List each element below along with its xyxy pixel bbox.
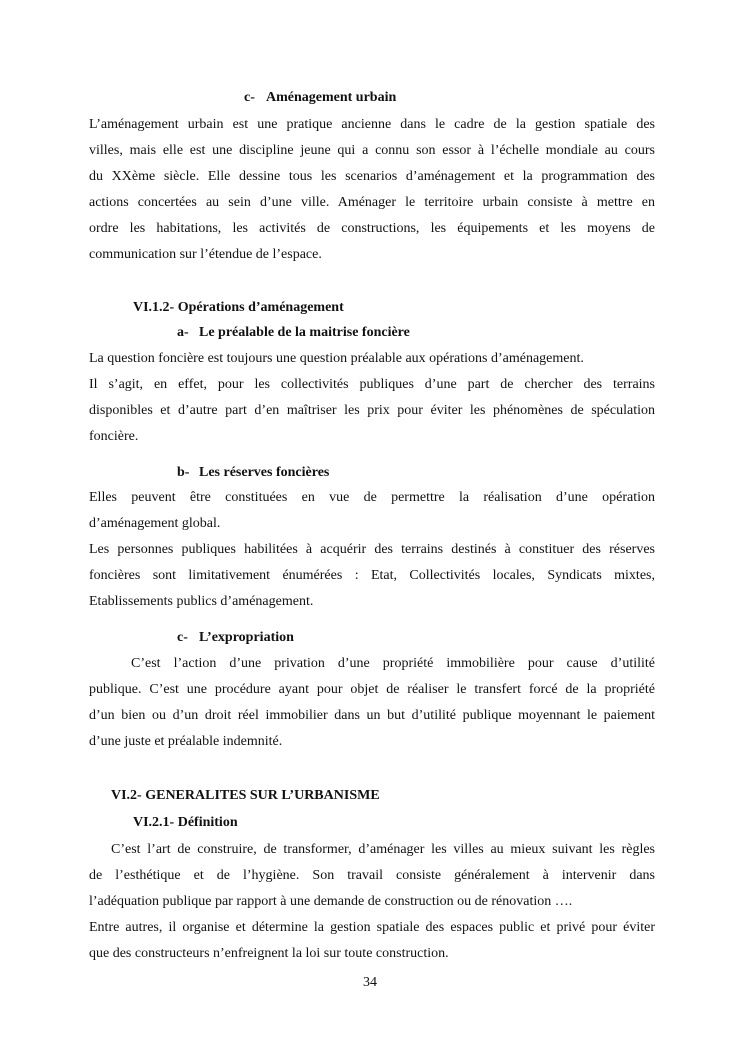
heading-reserves-foncieres: [177, 463, 329, 483]
heading-label: a-: [177, 325, 189, 340]
heading-expropriation: [177, 628, 294, 648]
paragraph-line: actions concertées au sein d’une ville. Aménager le territoire urbain consiste à mettre en: [89, 195, 655, 210]
paragraph-line: L’aménagement urbain est une pratique ancienne dans le cadre de la gestion spatiale des: [89, 117, 655, 132]
heading-label: c-: [244, 90, 255, 105]
paragraph-line: foncière.: [89, 429, 139, 444]
paragraph-line: d’un bien ou d’un droit réel immobilier dans un but d’utilité publique moyennant le paiement: [89, 708, 655, 723]
heading-operations-amenagement: VI.1.2- Opérations d’aménagement: [133, 300, 344, 315]
paragraph-line: d’aménagement global.: [89, 516, 221, 531]
paragraph-line: Les personnes publiques habilitées à acquérir des terrains destinés à constituer des réserves: [89, 542, 655, 557]
paragraph-line: Elles peuvent être constituées en vue de permettre la réalisation d’une opération: [89, 490, 655, 505]
paragraph-line: Entre autres, il organise et détermine la gestion spatiale des espaces public et privé pour éviter: [89, 920, 655, 935]
heading-amenagement-urbain: [244, 88, 396, 108]
page-number: 34: [363, 975, 377, 990]
heading-text: Aménagement urbain: [266, 90, 397, 105]
paragraph-line: communication sur l’étendue de l’espace.: [89, 247, 322, 262]
paragraph-line: disponibles et d’autre part d’en maîtriser les prix pour éviter les phénomènes de spéculation: [89, 403, 655, 418]
paragraph-line: C’est l’art de construire, de transformer, d’aménager les villes au mieux suivant les règles: [111, 842, 655, 857]
paragraph-line: villes, mais elle est une discipline jeune qui a connu son essor à l’échelle mondiale au cours: [89, 143, 655, 158]
paragraph-line: du XXème siècle. Elle dessine tous les scenarios d’aménagement et la programmation des: [89, 169, 655, 184]
paragraph-line: publique. C’est une procédure ayant pour objet de réaliser le transfert forcé de la propriété: [89, 682, 655, 697]
heading-label: b-: [177, 465, 190, 480]
heading-definition: VI.2.1- Définition: [133, 815, 238, 830]
paragraph-line: foncières sont limitativement énumérées : Etat, Collectivités locales, Syndicats mixtes,: [89, 568, 655, 583]
heading-text: L’expropriation: [199, 630, 294, 645]
paragraph-line: que des constructeurs n’enfreignent la loi sur toute construction.: [89, 946, 449, 961]
paragraph-line: La question foncière est toujours une question préalable aux opérations d’aménagement.: [89, 351, 584, 366]
paragraph-line: d’une juste et préalable indemnité.: [89, 734, 283, 749]
paragraph-line: Etablissements publics d’aménagement.: [89, 594, 314, 609]
paragraph-line: Il s’agit, en effet, pour les collectivités publiques d’une part de chercher des terrains: [89, 377, 655, 392]
paragraph-line: ordre les habitations, les activités de constructions, les équipements et les moyens de: [89, 221, 655, 236]
heading-generalites-urbanisme: VI.2- GENERALITES SUR L’URBANISME: [111, 788, 380, 803]
heading-text: Les réserves foncières: [199, 465, 330, 480]
heading-maitrise-fonciere: [177, 323, 410, 343]
heading-text: Le préalable de la maitrise foncière: [199, 325, 410, 340]
paragraph-line: C’est l’action d’une privation d’une propriété immobilière pour cause d’utilité: [131, 656, 655, 671]
heading-label: c-: [177, 630, 188, 645]
paragraph-line: l’adéquation publique par rapport à une demande de construction ou de rénovation ….: [89, 894, 573, 909]
paragraph-line: de l’esthétique et de l’hygiène. Son travail consiste généralement à intervenir dans: [89, 868, 655, 883]
